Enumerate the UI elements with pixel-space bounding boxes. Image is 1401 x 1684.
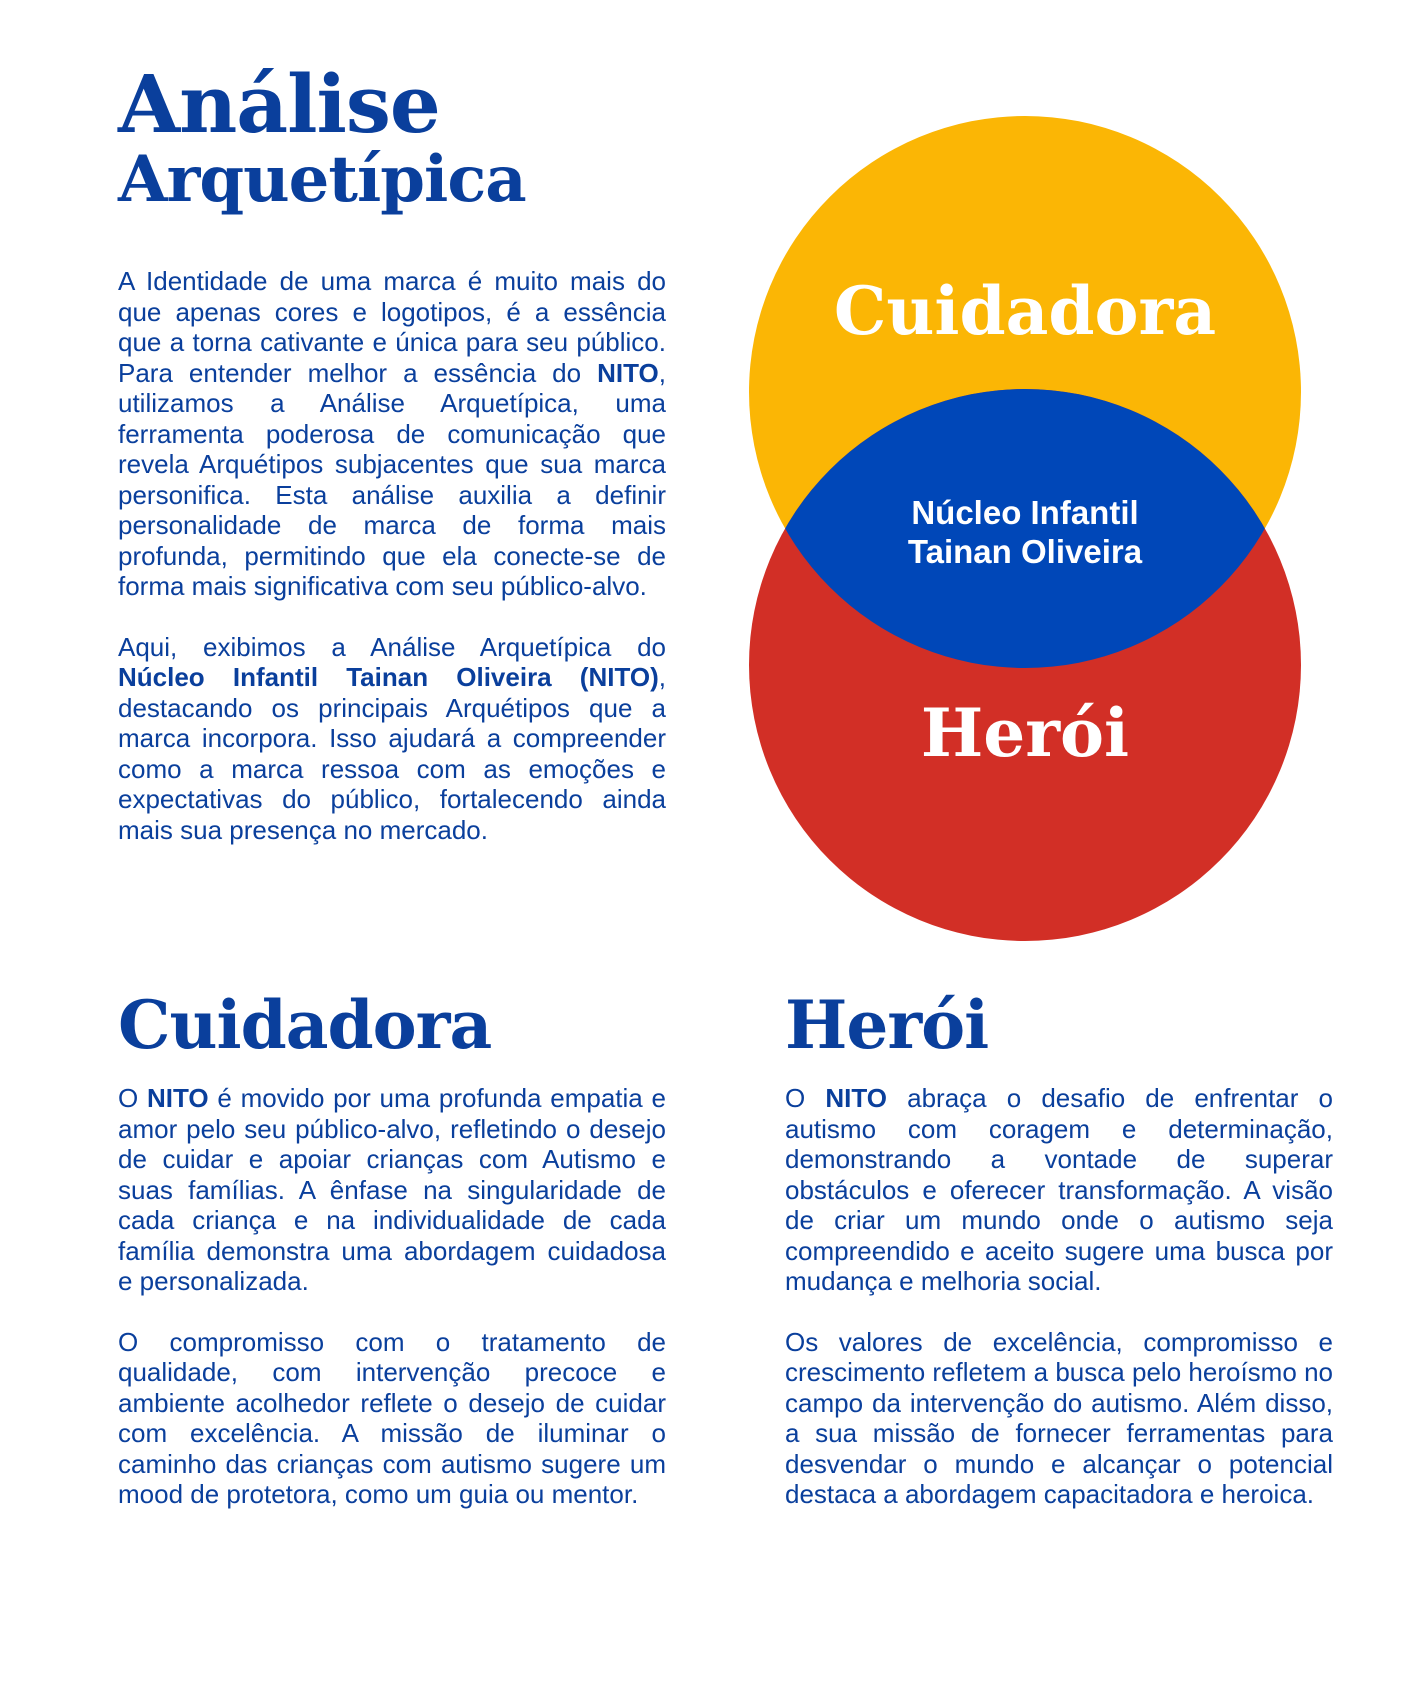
venn-center-line2: Tainan Oliveira — [907, 533, 1143, 570]
cuidadora-heading: Cuidadora — [118, 986, 492, 1064]
intro-p1-brand: NITO — [597, 357, 659, 388]
heroi-p1-text-b: abraça o desafio de enfrentar o autismo com coragem e determinação, demonstrando a vontade de superar obstáculos e oferecer transformação. A visão de criar um mundo onde o autismo seja compreendido e aceito sugere uma busca por mudança e melhoria social. — [785, 1083, 1333, 1296]
page-title — [118, 57, 526, 217]
heroi-p1-brand: NITO — [825, 1083, 887, 1113]
heroi-p1-text-a: O — [785, 1083, 826, 1113]
heroi-paragraph-2: Os valores de excelência, compromisso e crescimento refletem a busca pelo heroísmo no campo da intervenção do autismo. Além disso, a sua missão de fornecer ferramentas para desvendar o mundo e alcançar o potencial destaca a abordagem capacitadora e heroica. — [785, 1326, 1333, 1509]
heroi-paragraph-1 — [785, 1083, 1333, 1297]
intro-p2-brand: Núcleo Infantil Tainan Oliveira (NITO) — [118, 662, 659, 692]
intro-paragraph-2 — [118, 632, 666, 846]
page-title-line1: Análise — [118, 57, 440, 151]
cuidadora-paragraph-1 — [118, 1083, 666, 1297]
intro-p1-text-a: A Identidade de uma marca é muito mais do que apenas cores e logotipos, é a essência que a torna cativante e única para seu público. Para entender melhor a essência do — [118, 266, 666, 388]
intro-paragraph-1 — [118, 266, 666, 602]
cuidadora-p1-text-b: é movido por uma profunda empatia e amor pelo seu público-alvo, refletindo o desejo de cuidar e apoiar crianças com Autismo e suas famílias. A ênfase na singularidade de cada criança e na individualidade de cada família demonstra uma abordagem cuidadosa e personalizada. — [118, 1083, 666, 1296]
archetype-venn-diagram — [745, 116, 1305, 946]
intro-p2-text-b: , destacando os principais Arquétipos que a marca incorpora. Isso ajudará a compreender como a marca ressoa com as emoções e expectativas do público, fortalecendo ainda mais sua presença no mercado. — [118, 662, 666, 845]
heroi-text — [785, 1083, 1333, 1510]
page-title-line2: Arquetípica — [118, 142, 526, 217]
heroi-heading: Herói — [785, 986, 989, 1064]
cuidadora-text — [118, 1083, 666, 1510]
intro-p1-text-b: , utilizamos a Análise Arquetípica, uma ferramenta poderosa de comunicação que revela Arquétipos subjacentes que sua marca personifica. Esta análise auxilia a definir personalidade de marca de forma mais profunda, permitindo que ela conecte-se de forma mais significativa com seu público-alvo. — [118, 357, 666, 601]
venn-label-heroi: Herói — [920, 694, 1130, 772]
venn-center-line1: Núcleo Infantil — [911, 494, 1139, 531]
venn-label-cuidadora: Cuidadora — [833, 272, 1217, 350]
intro-p2-text-a: Aqui, exibimos a Análise Arquetípica do — [118, 631, 666, 662]
intro-text — [118, 266, 666, 845]
cuidadora-p1-brand: NITO — [146, 1083, 209, 1113]
cuidadora-p1-text-a: O — [118, 1083, 147, 1113]
cuidadora-paragraph-2: O compromisso com o tratamento de qualidade, com intervenção precoce e ambiente acolhedor reflete o desejo de cuidar com excelência. A missão de iluminar o caminho das crianças com autismo sugere um mood de protetora, como um guia ou mentor. — [118, 1326, 666, 1509]
